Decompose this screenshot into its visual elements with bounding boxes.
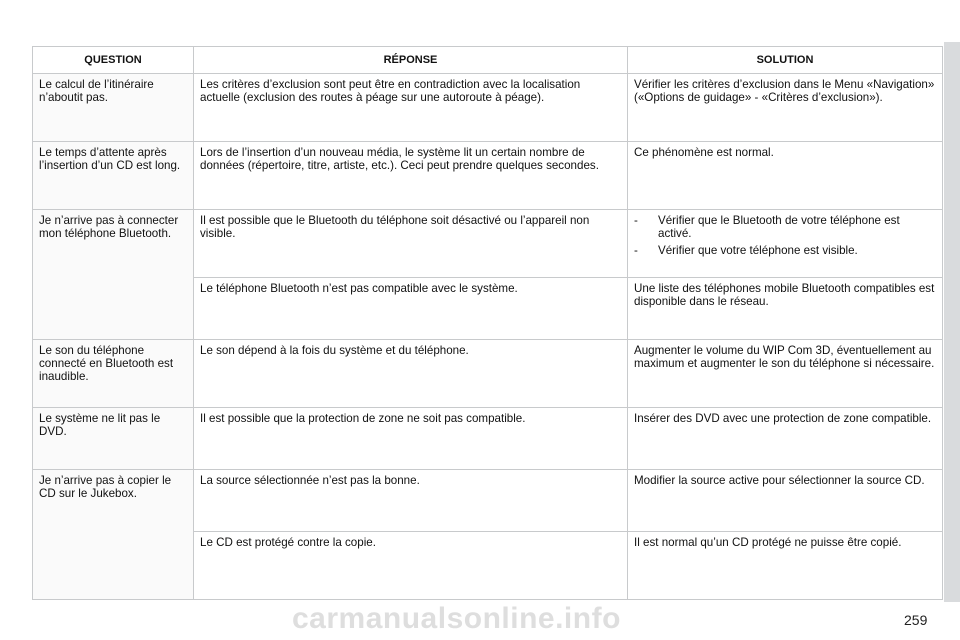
- faq-table: [32, 46, 943, 600]
- reponse-cell: Il est possible que la protection de zone ne soit pas compatible.: [194, 408, 628, 470]
- solution-cell: Il est normal qu’un CD protégé ne puisse être copié.: [628, 532, 943, 600]
- reponse-cell: La source sélectionnée n’est pas la bonne.: [194, 470, 628, 532]
- reponse-cell: Le son dépend à la fois du système et du téléphone.: [194, 340, 628, 408]
- solution-cell: Une liste des téléphones mobile Bluetooth compatibles est disponible dans le réseau.: [628, 278, 943, 340]
- header-reponse: RÉPONSE: [194, 47, 628, 74]
- table-row: [33, 340, 943, 408]
- table-row: [33, 74, 943, 142]
- list-item: [634, 244, 936, 257]
- watermark: carmanualsonline.info: [292, 602, 621, 635]
- bullet-text: Vérifier que votre téléphone est visible.: [658, 244, 858, 257]
- reponse-cell: Les critères d’exclusion sont peut être en contradiction avec la localisation actuelle (exclusion des routes à péage sur une autoroute à péage).: [194, 74, 628, 142]
- bullet-dash: -: [634, 244, 638, 257]
- table-row: [33, 408, 943, 470]
- reponse-cell: Il est possible que le Bluetooth du téléphone soit désactivé ou l’appareil non visible.: [194, 210, 628, 278]
- page-number: 259: [904, 612, 928, 628]
- header-solution: SOLUTION: [628, 47, 943, 74]
- bullet-text: Vérifier que le Bluetooth de votre téléphone est activé.: [658, 214, 900, 240]
- solution-cell: Vérifier les critères d’exclusion dans le Menu «Navigation» («Options de guidage» - «Critères d’exclusion»).: [628, 74, 943, 142]
- question-cell: Le système ne lit pas le DVD.: [33, 408, 194, 470]
- question-cell: Je n’arrive pas à connecter mon téléphone Bluetooth.: [33, 210, 194, 340]
- side-strip: [944, 42, 960, 602]
- table-row: [33, 470, 943, 532]
- reponse-cell: Lors de l’insertion d’un nouveau média, le système lit un certain nombre de données (répertoire, titre, artiste, etc.). Ceci peut prendre quelques secondes.: [194, 142, 628, 210]
- solution-cell: [628, 210, 943, 278]
- question-cell: Le son du téléphone connecté en Bluetooth est inaudible.: [33, 340, 194, 408]
- solution-bullet-list: [634, 214, 936, 257]
- solution-cell: Augmenter le volume du WIP Com 3D, éventuellement au maximum et augmenter le son du téléphone si nécessaire.: [628, 340, 943, 408]
- question-cell: Le calcul de l’itinéraire n’aboutit pas.: [33, 74, 194, 142]
- list-item: [634, 214, 936, 240]
- question-cell: Le temps d’attente après l’insertion d’un CD est long.: [33, 142, 194, 210]
- solution-cell: Insérer des DVD avec une protection de zone compatible.: [628, 408, 943, 470]
- solution-cell: Modifier la source active pour sélectionner la source CD.: [628, 470, 943, 532]
- question-cell: Je n’arrive pas à copier le CD sur le Jukebox.: [33, 470, 194, 600]
- header-row: [33, 47, 943, 74]
- table-row: [33, 142, 943, 210]
- solution-cell: Ce phénomène est normal.: [628, 142, 943, 210]
- header-question: QUESTION: [33, 47, 194, 74]
- reponse-cell: Le CD est protégé contre la copie.: [194, 532, 628, 600]
- reponse-cell: Le téléphone Bluetooth n’est pas compatible avec le système.: [194, 278, 628, 340]
- bullet-dash: -: [634, 214, 638, 227]
- table-row: [33, 210, 943, 278]
